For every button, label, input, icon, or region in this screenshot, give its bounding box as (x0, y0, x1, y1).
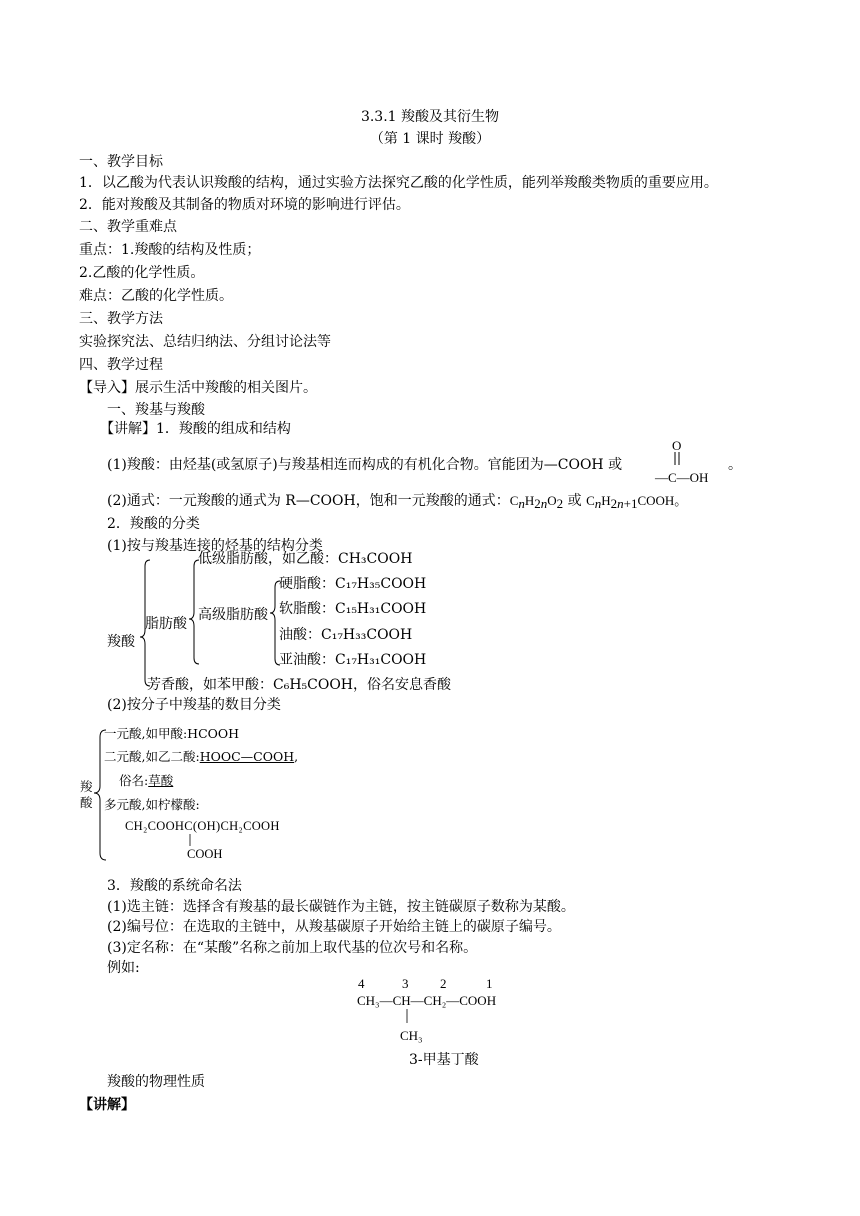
document-title: 3.3.1 羧酸及其衍生物 (360, 109, 500, 125)
key-point-2: 2.乙酸的化学性质。 (79, 265, 205, 281)
tree2-di-end: , (294, 749, 299, 764)
formula-b-2: 2 (610, 496, 618, 511)
formula-b-h: H (601, 493, 611, 508)
formula-b-cooh: COOH。 (637, 493, 688, 508)
classification-2-heading: (2)按分子中羧基的数目分类 (107, 697, 281, 713)
formula-a-o: O (547, 493, 557, 508)
lecture-heading-structure: 【讲解】1．羧酸的组成和结构 (100, 421, 291, 437)
formula-b-n2: n (617, 496, 624, 511)
physical-properties-heading: 羧酸的物理性质 (107, 1074, 205, 1090)
tree1-fatty: 脂肪酸 (145, 616, 187, 632)
formula-a-n: n (518, 496, 525, 511)
tree2-common-line (119, 771, 173, 791)
tree2-common-label: 俗名: (119, 773, 149, 788)
tree2-common-name: 草酸 (148, 773, 174, 788)
example-branch: CH₃ (400, 1028, 423, 1043)
tree1-oleic: 油酸：C₁₇H₃₃COOH (279, 627, 413, 643)
naming-step-1: (1)选主链：选择含有羧基的最长碳链作为主链，按主链碳原子数称为某酸。 (107, 899, 575, 915)
part-heading-carboxyl: 一、羧基与羧酸 (107, 402, 205, 418)
tree1-high-fatty: 高级脂肪酸 (198, 607, 268, 623)
general-formula-text: (2)通式：一元羧酸的通式为 R—COOH，饱和一元羧酸的通式： (107, 493, 510, 509)
classification-heading: 2．羧酸的分类 (107, 516, 200, 532)
tree1-stearic: 硬脂酸：C₁₇H₃₅COOH (279, 576, 427, 592)
definition-end: 。 (728, 457, 742, 473)
tree2-poly: 多元酸,如柠檬酸: (104, 797, 200, 812)
tree1-root: 羧酸 (107, 634, 135, 650)
goal-item-2: 2．能对羧酸及其制备的物质对环境的影响进行评估。 (79, 197, 410, 213)
section-heading-methods: 三、教学方法 (79, 311, 163, 327)
formula-or: 或 (563, 493, 587, 509)
formula-b-n: n (594, 496, 602, 511)
carbon-number-4: 4 (358, 976, 365, 991)
formula-a-2: 2 (534, 496, 541, 511)
intro-text: 【导入】展示生活中羧酸的相关图片。 (79, 380, 317, 396)
tree1-aromatic: 芳香酸，如苯甲酸：C₆H₅COOH，俗名安息香酸 (147, 677, 452, 693)
section-heading-process: 四、教学过程 (79, 357, 163, 373)
tree2-root-2: 酸 (80, 795, 93, 810)
classification-1-heading: (1)按与羧基连接的烃基的结构分类 (107, 538, 323, 554)
carbon-number-3: 3 (402, 976, 409, 991)
carbon-number-2: 2 (440, 976, 447, 991)
citric-acid-main-chain: CH₂COOHC(OH)CH₂COOH (125, 819, 280, 833)
tree2-di-formula: HOOC—COOH (199, 749, 295, 764)
tree1-low-fatty: 低级脂肪酸，如乙酸：CH₃COOH (198, 551, 413, 567)
naming-step-2: (2)编号位：在选取的主链中，从羧基碳原子开始给主链上的碳原子编号。 (107, 919, 561, 935)
carbon-number-1: 1 (486, 976, 493, 991)
definition-text: (1)羧酸：由烃基(或氢原子)与羧基相连而构成的有机化合物。官能团为—COOH 或 (107, 457, 623, 473)
tree2-root-1: 羧 (80, 779, 93, 794)
formula-a-o2: 2 (556, 496, 564, 511)
example-branch-bond (402, 1009, 412, 1025)
formula-a-c: C (509, 493, 519, 508)
difficulty-point: 难点：乙酸的化学性质。 (79, 288, 233, 304)
carboxyl-chain: —C—OH (655, 470, 709, 485)
tree2-di: 二元酸,如乙二酸: (104, 749, 200, 764)
formula-b-c: C (586, 493, 595, 508)
example-name: 3-甲基丁酸 (409, 1052, 479, 1068)
key-point-1: 重点：1.羧酸的结构及性质； (79, 242, 261, 258)
formula-a-n2: n (540, 496, 548, 511)
lecture-heading-2: 【讲解】 (79, 1097, 135, 1113)
naming-heading: 3．羧酸的系统命名法 (107, 878, 242, 894)
tree2-mono: 一元酸,如甲酸:HCOOH (104, 726, 240, 741)
formula-a-h: H (524, 493, 535, 508)
formula-b-plus1: +1 (623, 496, 638, 511)
example-main-chain: CH₃—CH—CH₂—COOH (357, 993, 497, 1008)
carboxyl-oxygen: O (672, 438, 682, 453)
document-subtitle: （第 1 课时 羧酸） (369, 131, 491, 147)
section-heading-goals: 一、教学目标 (79, 154, 163, 170)
goal-item-1: 1．以乙酸为代表认识羧酸的结构，通过实验方法探究乙酸的化学性质，能列举羧酸类物质的重要应用。 (79, 175, 718, 191)
tree1-palmitic: 软脂酸：C₁₅H₃₁COOH (279, 601, 427, 617)
naming-step-3: (3)定名称：在“某酸”名称之前加上取代基的位次号和名称。 (107, 940, 478, 956)
tree1-linoleic: 亚油酸：C₁₇H₃₁COOH (279, 652, 427, 668)
citric-acid-branch: COOH (187, 847, 223, 861)
tree2-di-line (104, 747, 298, 767)
example-label: 例如: (107, 960, 140, 976)
section-heading-key-points: 二、教学重难点 (79, 219, 177, 235)
methods-text: 实验探究法、总结归纳法、分组讨论法等 (79, 334, 331, 350)
